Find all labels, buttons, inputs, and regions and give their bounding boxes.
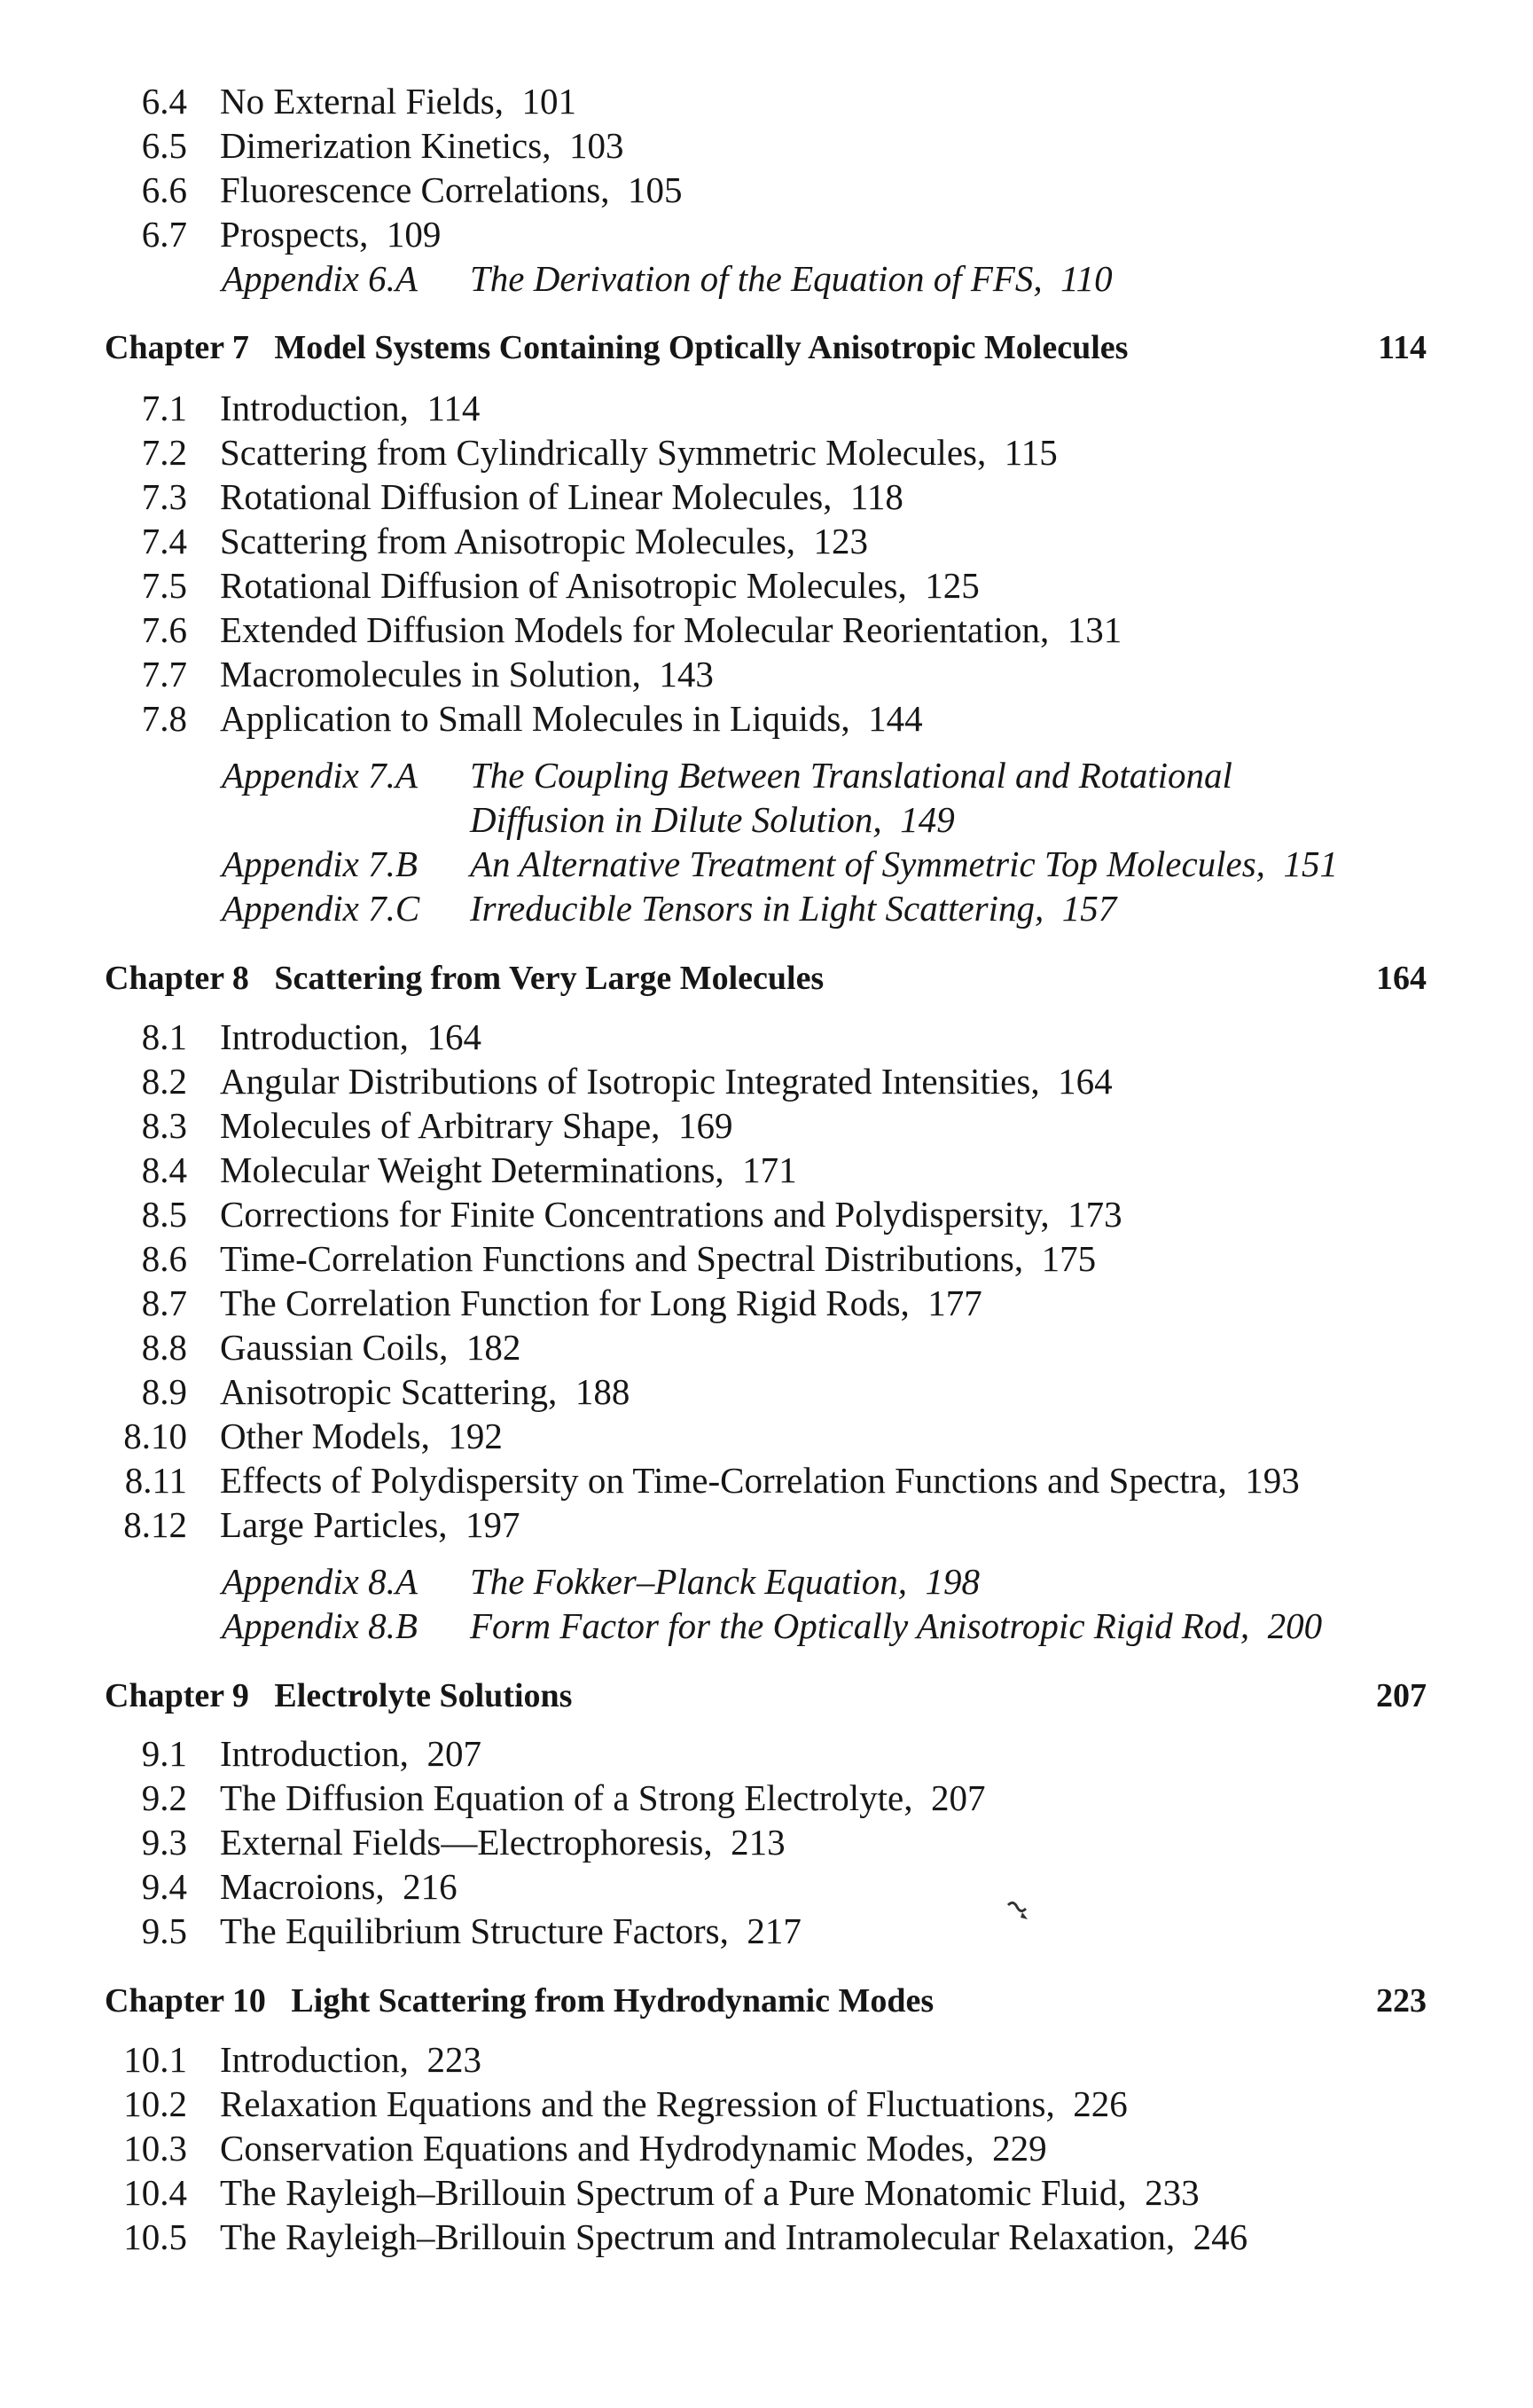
toc-section	[0, 651, 1533, 697]
appendix-title: The Fokker–Planck Equation,	[470, 1561, 908, 1602]
section-title: Fluorescence Correlations,	[220, 169, 610, 210]
toc-section	[0, 1280, 1533, 1326]
toc-section	[0, 122, 1533, 169]
section-title: Scattering from Cylindrically Symmetric Molecules,	[220, 432, 987, 473]
toc-appendix-continued	[0, 796, 1533, 843]
section-number: 6.6	[141, 169, 187, 210]
appendix-page: 157	[1061, 888, 1117, 929]
section-number: 7.3	[141, 476, 187, 517]
section-number: 9.2	[141, 1777, 187, 1818]
section-number: 8.8	[141, 1327, 187, 1368]
section-page: 246	[1193, 2216, 1248, 2257]
section-title: Other Models,	[220, 1416, 430, 1456]
section-title: The Diffusion Equation of a Strong Electrolyte,	[220, 1777, 913, 1818]
section-page: 217	[747, 1910, 802, 1951]
section-number: 7.7	[141, 654, 187, 694]
section-number: 6.4	[141, 81, 187, 122]
toc-appendix	[0, 1603, 1533, 1649]
toc-section	[0, 211, 1533, 257]
toc-section	[0, 1191, 1533, 1237]
section-title: Large Particles,	[220, 1504, 448, 1545]
toc-section	[0, 1235, 1533, 1282]
section-title: Gaussian Coils,	[220, 1327, 449, 1368]
section-number: 10.2	[123, 2083, 187, 2124]
section-page: 226	[1073, 2083, 1128, 2124]
chapter-page: 114	[1378, 329, 1427, 366]
toc-section	[0, 1457, 1533, 1503]
section-page: 188	[575, 1371, 630, 1412]
section-number: 8.12	[123, 1504, 187, 1545]
toc-section	[0, 1058, 1533, 1104]
section-title: Scattering from Anisotropic Molecules,	[220, 521, 796, 561]
section-title: Introduction,	[220, 1733, 409, 1774]
toc-appendix	[0, 255, 1533, 302]
section-page: 125	[925, 565, 980, 606]
chapter-heading	[0, 955, 1533, 1001]
chapter-heading	[0, 1673, 1533, 1719]
section-title: Introduction,	[220, 1016, 409, 1057]
section-page: 175	[1041, 1238, 1097, 1279]
appendix-label: Appendix 8.B	[222, 1605, 418, 1646]
appendix-title: An Alternative Treatment of Symmetric Top Molecules,	[470, 843, 1265, 884]
toc-appendix	[0, 885, 1533, 931]
section-page: 171	[742, 1149, 797, 1190]
toc-section	[0, 1147, 1533, 1193]
toc-section	[0, 1775, 1533, 1821]
section-title: External Fields—Electrophoresis,	[220, 1822, 713, 1863]
section-title: Molecules of Arbitrary Shape,	[220, 1105, 661, 1146]
section-page: 182	[465, 1327, 521, 1368]
chapter-label: Chapter 10	[105, 1982, 266, 2020]
section-page: 197	[465, 1504, 520, 1545]
section-page: 114	[426, 388, 481, 428]
section-title: The Correlation Function for Long Rigid Rods,	[220, 1282, 910, 1323]
section-number: 7.8	[141, 698, 187, 739]
toc-appendix	[0, 752, 1533, 798]
section-number: 6.5	[141, 125, 187, 166]
section-number: 8.10	[123, 1416, 187, 1456]
toc-section	[0, 1014, 1533, 1060]
section-page: 233	[1145, 2172, 1200, 2213]
section-title: Anisotropic Scattering,	[220, 1371, 558, 1412]
chapter-heading	[0, 1978, 1533, 2024]
chapter-title: Light Scattering from Hydrodynamic Modes	[291, 1982, 935, 2020]
section-page: 193	[1245, 1460, 1300, 1501]
section-title: Rotational Diffusion of Linear Molecules,	[220, 476, 833, 517]
section-title: Introduction,	[220, 388, 409, 428]
section-title: Molecular Weight Determinations,	[220, 1149, 724, 1190]
section-page: 169	[677, 1105, 733, 1146]
section-page: 229	[992, 2128, 1047, 2169]
appendix-title: The Derivation of the Equation of FFS,	[470, 258, 1043, 299]
appendix-title: Irreducible Tensors in Light Scattering,	[470, 888, 1044, 929]
section-title: Conservation Equations and Hydrodynamic Modes,	[220, 2128, 974, 2169]
section-number: 7.1	[141, 388, 187, 428]
section-number: 9.4	[141, 1866, 187, 1907]
section-title: Prospects,	[220, 214, 369, 255]
section-page: 213	[731, 1822, 786, 1863]
toc-section	[0, 1819, 1533, 1865]
section-number: 9.3	[141, 1822, 187, 1863]
section-page: 144	[868, 698, 923, 739]
section-number: 8.11	[124, 1460, 187, 1501]
section-number: 10.1	[123, 2039, 187, 2080]
section-title: Extended Diffusion Models for Molecular Reorientation,	[220, 609, 1050, 650]
chapter-label: Chapter 7	[105, 329, 249, 366]
section-title: The Rayleigh–Brillouin Spectrum and Intramolecular Relaxation,	[220, 2216, 1176, 2257]
section-title: Corrections for Finite Concentrations and Polydispersity,	[220, 1194, 1050, 1235]
section-page: 131	[1067, 609, 1122, 650]
section-page: 105	[627, 169, 683, 210]
section-number: 10.5	[123, 2216, 187, 2257]
section-page: 173	[1068, 1194, 1122, 1235]
section-number: 8.7	[141, 1282, 187, 1323]
section-page: 207	[930, 1777, 986, 1818]
section-page: 164	[1058, 1061, 1113, 1102]
appendix-label: Appendix 7.B	[222, 843, 418, 884]
section-number: 8.9	[141, 1371, 187, 1412]
toc-section	[0, 1730, 1533, 1777]
section-number: 10.3	[123, 2128, 187, 2169]
toc-section	[0, 2214, 1533, 2260]
section-number: 9.5	[141, 1910, 187, 1951]
section-page: 143	[659, 654, 714, 694]
section-number: 9.1	[141, 1733, 187, 1774]
appendix-label: Appendix 7.A	[222, 755, 418, 796]
toc-section	[0, 2081, 1533, 2127]
section-number: 7.6	[141, 609, 187, 650]
toc-section	[0, 1863, 1533, 1910]
appendix-title-line2: Diffusion in Dilute Solution,	[470, 799, 882, 840]
section-page: 123	[813, 521, 869, 561]
appendix-label: Appendix 7.C	[222, 888, 420, 929]
toc-section	[0, 2125, 1533, 2171]
chapter-title: Scattering from Very Large Molecules	[274, 960, 825, 997]
toc-section	[0, 78, 1533, 124]
section-page: 192	[448, 1416, 503, 1456]
section-page: 103	[568, 125, 624, 166]
appendix-page: 200	[1267, 1605, 1323, 1646]
toc-section	[0, 1413, 1533, 1459]
toc-section	[0, 1502, 1533, 1548]
appendix-page: 149	[900, 799, 955, 840]
section-number: 8.2	[141, 1061, 187, 1102]
appendix-page: 151	[1283, 843, 1338, 884]
section-number: 8.5	[141, 1194, 187, 1235]
chapter-page: 207	[1376, 1677, 1427, 1714]
toc-section	[0, 1908, 1533, 1954]
section-page: 118	[849, 476, 903, 517]
section-page: 109	[386, 214, 442, 255]
section-page: 164	[426, 1016, 481, 1057]
section-title: Time-Correlation Functions and Spectral Distributions,	[220, 1238, 1024, 1279]
toc-section	[0, 518, 1533, 564]
toc-section	[0, 474, 1533, 520]
appendix-title: The Coupling Between Translational and Rotational	[470, 755, 1232, 796]
section-number: 7.4	[141, 521, 187, 561]
section-title: Rotational Diffusion of Anisotropic Molecules,	[220, 565, 907, 606]
toc-section	[0, 1102, 1533, 1149]
chapter-title: Model Systems Containing Optically Anisotropic Molecules	[274, 329, 1129, 366]
section-number: 6.7	[141, 214, 187, 255]
section-title: Macromolecules in Solution,	[220, 654, 641, 694]
toc-section	[0, 2036, 1533, 2082]
section-page: 216	[403, 1866, 458, 1907]
appendix-title: Form Factor for the Optically Anisotropic Rigid Rod,	[470, 1605, 1250, 1646]
toc-section	[0, 1369, 1533, 1415]
appendix-label: Appendix 8.A	[222, 1561, 418, 1602]
section-number: 8.6	[141, 1238, 187, 1279]
section-number: 8.4	[141, 1149, 187, 1190]
section-title: The Equilibrium Structure Factors,	[220, 1910, 729, 1951]
chapter-title: Electrolyte Solutions	[274, 1677, 573, 1714]
section-number: 7.5	[141, 565, 187, 606]
appendix-page: 110	[1060, 258, 1113, 299]
section-title: Dimerization Kinetics,	[220, 125, 551, 166]
section-page: 177	[927, 1282, 982, 1323]
toc-appendix	[0, 1558, 1533, 1604]
appendix-label: Appendix 6.A	[222, 258, 418, 299]
chapter-page: 164	[1376, 960, 1427, 997]
section-number: 8.3	[141, 1105, 187, 1146]
chapter-page: 223	[1376, 1982, 1427, 2020]
toc-section	[0, 695, 1533, 741]
appendix-page: 198	[925, 1561, 981, 1602]
section-title: Introduction,	[220, 2039, 409, 2080]
toc-appendix	[0, 841, 1533, 887]
section-title: Macroions,	[220, 1866, 385, 1907]
section-title: Effects of Polydispersity on Time-Correlation Functions and Spectra,	[220, 1460, 1227, 1501]
section-number: 8.1	[141, 1016, 187, 1057]
toc-section	[0, 385, 1533, 431]
section-title: The Rayleigh–Brillouin Spectrum of a Pure Monatomic Fluid,	[220, 2172, 1127, 2213]
section-page: 223	[426, 2039, 481, 2080]
toc-section	[0, 2169, 1533, 2216]
section-title: Angular Distributions of Isotropic Integrated Intensities,	[220, 1061, 1040, 1102]
section-title: No External Fields,	[220, 81, 504, 122]
scan-smudge-mark	[1005, 1898, 1031, 1925]
section-number: 7.2	[141, 432, 187, 473]
section-number: 10.4	[123, 2172, 187, 2213]
chapter-label: Chapter 8	[105, 960, 249, 997]
chapter-label: Chapter 9	[105, 1677, 249, 1714]
chapter-heading	[0, 325, 1533, 371]
toc-section	[0, 167, 1533, 213]
toc-section	[0, 607, 1533, 653]
toc-section	[0, 562, 1533, 608]
toc-section	[0, 1324, 1533, 1370]
toc-section	[0, 429, 1533, 475]
section-page: 207	[426, 1733, 481, 1774]
section-page: 115	[1004, 432, 1058, 473]
section-title: Application to Small Molecules in Liquids,	[220, 698, 850, 739]
section-page: 101	[521, 81, 576, 122]
section-title: Relaxation Equations and the Regression of Fluctuations,	[220, 2083, 1055, 2124]
